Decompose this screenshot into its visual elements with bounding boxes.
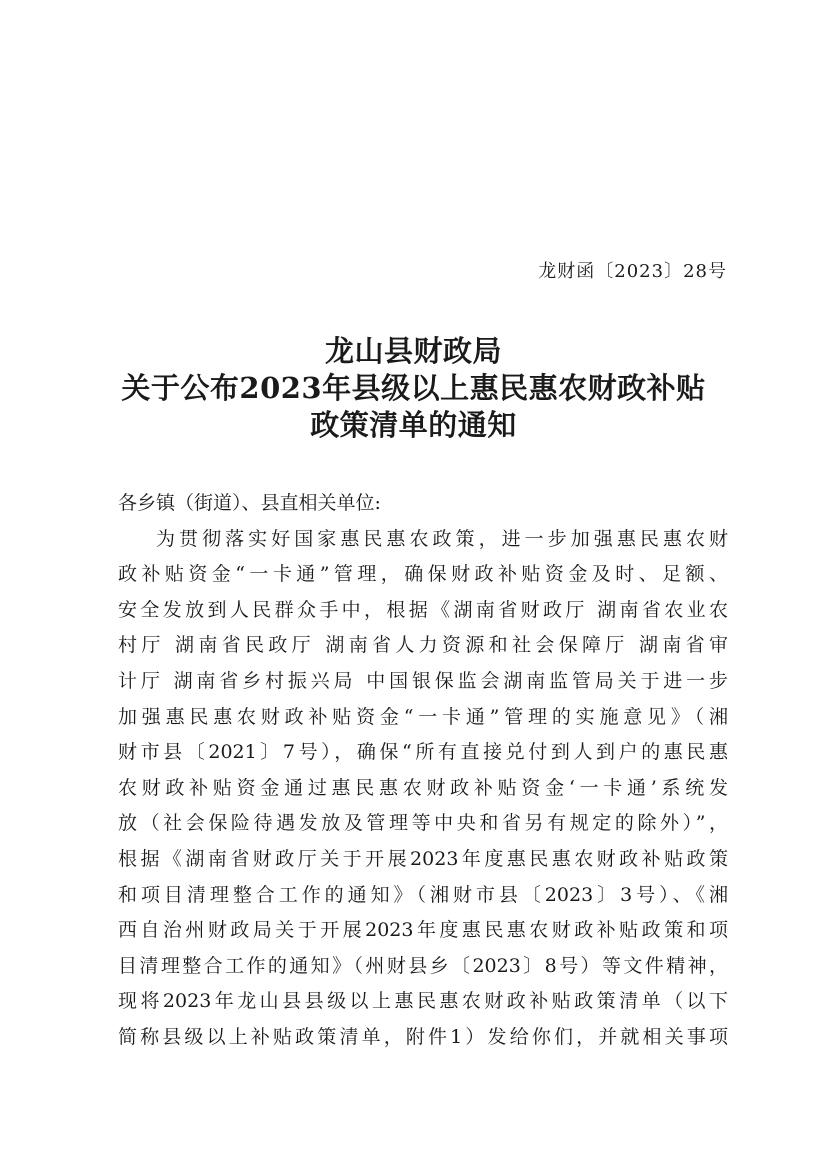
paragraph-line: 现将2023年龙山县县级以上惠民惠农财政补贴政策清单（以下 bbox=[118, 990, 728, 1013]
title-line-issuer: 龙山县财政局 bbox=[324, 334, 502, 368]
paragraph-line: 计厅 湖南省乡村振兴局 中国银保监会湖南监管局关于进一步 bbox=[118, 669, 728, 692]
document-number: 龙财函〔2023〕28号 bbox=[538, 261, 727, 282]
paragraph-line: 根据《湖南省财政厅关于开展2023年度惠民惠农财政补贴政策 bbox=[118, 847, 728, 870]
paragraph-line: 西自治州财政局关于开展2023年度惠民惠农财政补贴政策和项 bbox=[118, 919, 728, 942]
paragraph-line: 政补贴资金“一卡通”管理，确保财政补贴资金及时、足额、 bbox=[118, 563, 728, 586]
document-body bbox=[118, 486, 728, 1056]
paragraph-line: 加强惠民惠农财政补贴资金“一卡通”管理的实施意见》（湘 bbox=[118, 705, 728, 728]
paragraph-line: 和项目清理整合工作的通知》（湘财市县〔2023〕3号）、《湘 bbox=[118, 883, 728, 906]
title-line-subject-cont: 政策清单的通知 bbox=[310, 408, 517, 442]
paragraph-line: 财市县〔2021〕7号），确保“所有直接兑付到人到户的惠民惠 bbox=[118, 741, 728, 764]
paragraph-line: 安全发放到人民群众手中，根据《湖南省财政厅 湖南省农业农 bbox=[118, 598, 728, 621]
paragraph-line: 为贯彻落实好国家惠民惠农政策，进一步加强惠民惠农财 bbox=[156, 527, 728, 550]
paragraph-line: 农财政补贴资金通过惠民惠农财政补贴资金‘一卡通’系统发 bbox=[118, 776, 728, 799]
paragraph-line: 放（社会保险待遇发放及管理等中央和省另有规定的除外）”， bbox=[118, 812, 728, 835]
paragraph-line: 简称县级以上补贴政策清单，附件1）发给你们，并就相关事项 bbox=[118, 1025, 728, 1048]
document-title bbox=[100, 333, 727, 444]
salutation: 各乡镇（街道）、县直相关单位: bbox=[118, 492, 381, 514]
title-line-subject: 关于公布2023年县级以上惠民惠农财政补贴 bbox=[121, 371, 706, 405]
paragraph-line: 村厅 湖南省民政厅 湖南省人力资源和社会保障厅 湖南省审 bbox=[118, 634, 728, 657]
paragraph-line: 目清理整合工作的通知》（州财县乡〔2023〕8号）等文件精神， bbox=[118, 954, 728, 977]
